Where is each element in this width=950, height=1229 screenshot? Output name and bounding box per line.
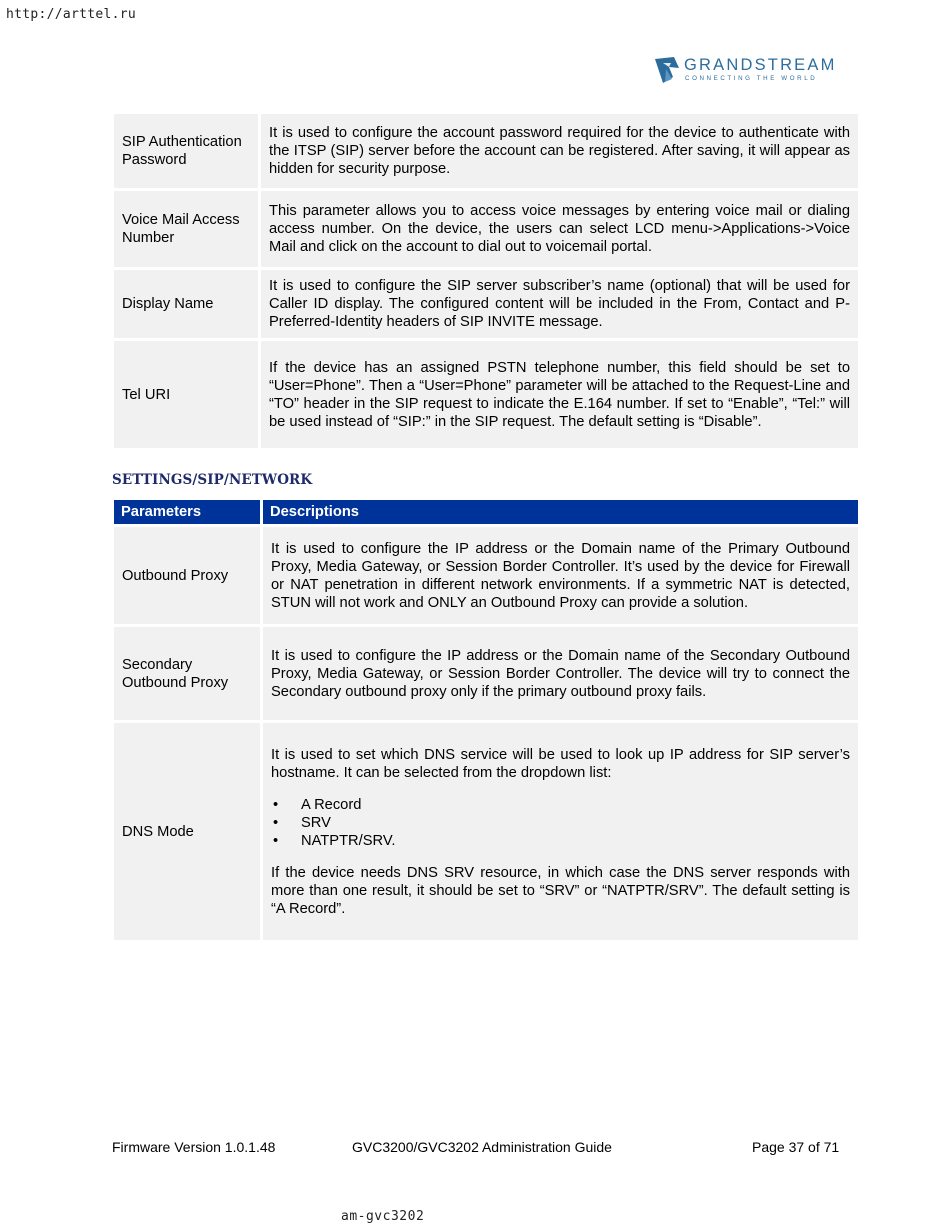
description-cell: If the device has an assigned PSTN telephone number, this field should be set to “User=Phone”. Then a “User=Phone” parameter will be attached to the Request-Line and “TO” header in the SIP request to indicate the E.164 number. If set to “Enable”, “Tel:” will be used instead of “SIP:” in the SIP request. The default setting is “Disable”. [260,340,860,450]
parameter-cell: Voice Mail Access Number [113,190,260,269]
list-item: • A Record [301,796,850,814]
list-item: • SRV [301,814,850,832]
description-cell: This parameter allows you to access voice messages by entering voice mail or dialing access number. On the device, the users can select LCD menu->Applications->Voice Mail and click on the account to dial out to voicemail portal. [260,190,860,269]
table-row [113,113,860,190]
footer-guide-title: GVC3200/GVC3202 Administration Guide [352,1139,612,1155]
dns-mode-options [271,796,850,850]
description-cell: It is used to configure the IP address or the Domain name of the Secondary Outbound Proxy, Media Gateway, or Session Border Controller. The device will try to connect the Secondary outbound proxy only if the primary outbound proxy fails. [262,626,860,722]
parameter-cell: Display Name [113,269,260,340]
footer-doc-id: am-gvc3202 [341,1209,425,1224]
section-heading: SETTINGS/SIP/NETWORK [112,472,313,488]
table-row [113,340,860,450]
parameter-cell: SIP Authentication Password [113,113,260,190]
table-row [113,626,860,722]
table-row [113,722,860,942]
header-parameters: Parameters [113,499,262,526]
network-settings-table [111,497,861,943]
grandstream-logo-icon [652,55,682,85]
grandstream-logo [652,55,842,87]
table-header-row [113,499,860,526]
table-row [113,190,860,269]
parameter-cell: DNS Mode [113,722,262,942]
parameter-cell: Outbound Proxy [113,526,262,626]
parameter-cell: Secondary Outbound Proxy [113,626,262,722]
source-url: http://arttel.ru [6,7,137,22]
logo-tagline: CONNECTING THE WORLD [685,75,818,82]
description-cell: It is used to configure the account password required for the device to authenticate with the ITSP (SIP) server before the account can be registered. After saving, it will appear as hidden for security purpose. [260,113,860,190]
table-row [113,269,860,340]
dns-mode-intro: It is used to set which DNS service will be used to look up IP address for SIP server’s hostname. It can be selected from the dropdown list: [271,746,850,781]
dns-mode-outro: If the device needs DNS SRV resource, in which case the DNS server responds with more than one result, it should be set to “SRV” or “NATPTR/SRV”. The default setting is “A Record”. [271,864,850,917]
footer-firmware-version: Firmware Version 1.0.1.48 [112,1139,276,1155]
parameter-cell: Tel URI [113,340,260,450]
list-item: • NATPTR/SRV. [301,832,850,850]
description-cell [262,722,860,942]
description-cell: It is used to configure the IP address or the Domain name of the Primary Outbound Proxy, Media Gateway, or Session Border Controller. It’s used by the device for Firewall or NAT penetration in different network environments. If a symmetric NAT is detected, STUN will not work and ONLY an Outbound Proxy can provide a solution. [262,526,860,626]
header-descriptions: Descriptions [262,499,860,526]
logo-brand-text: GRANDSTREAM [684,56,837,74]
settings-table-continued [111,111,861,451]
description-cell: It is used to configure the SIP server subscriber’s name (optional) that will be used for Caller ID display. The configured content will be included in the From, Contact and P-Preferred-Identity headers of SIP INVITE message. [260,269,860,340]
footer-page-number: Page 37 of 71 [752,1139,840,1155]
table-row [113,526,860,626]
